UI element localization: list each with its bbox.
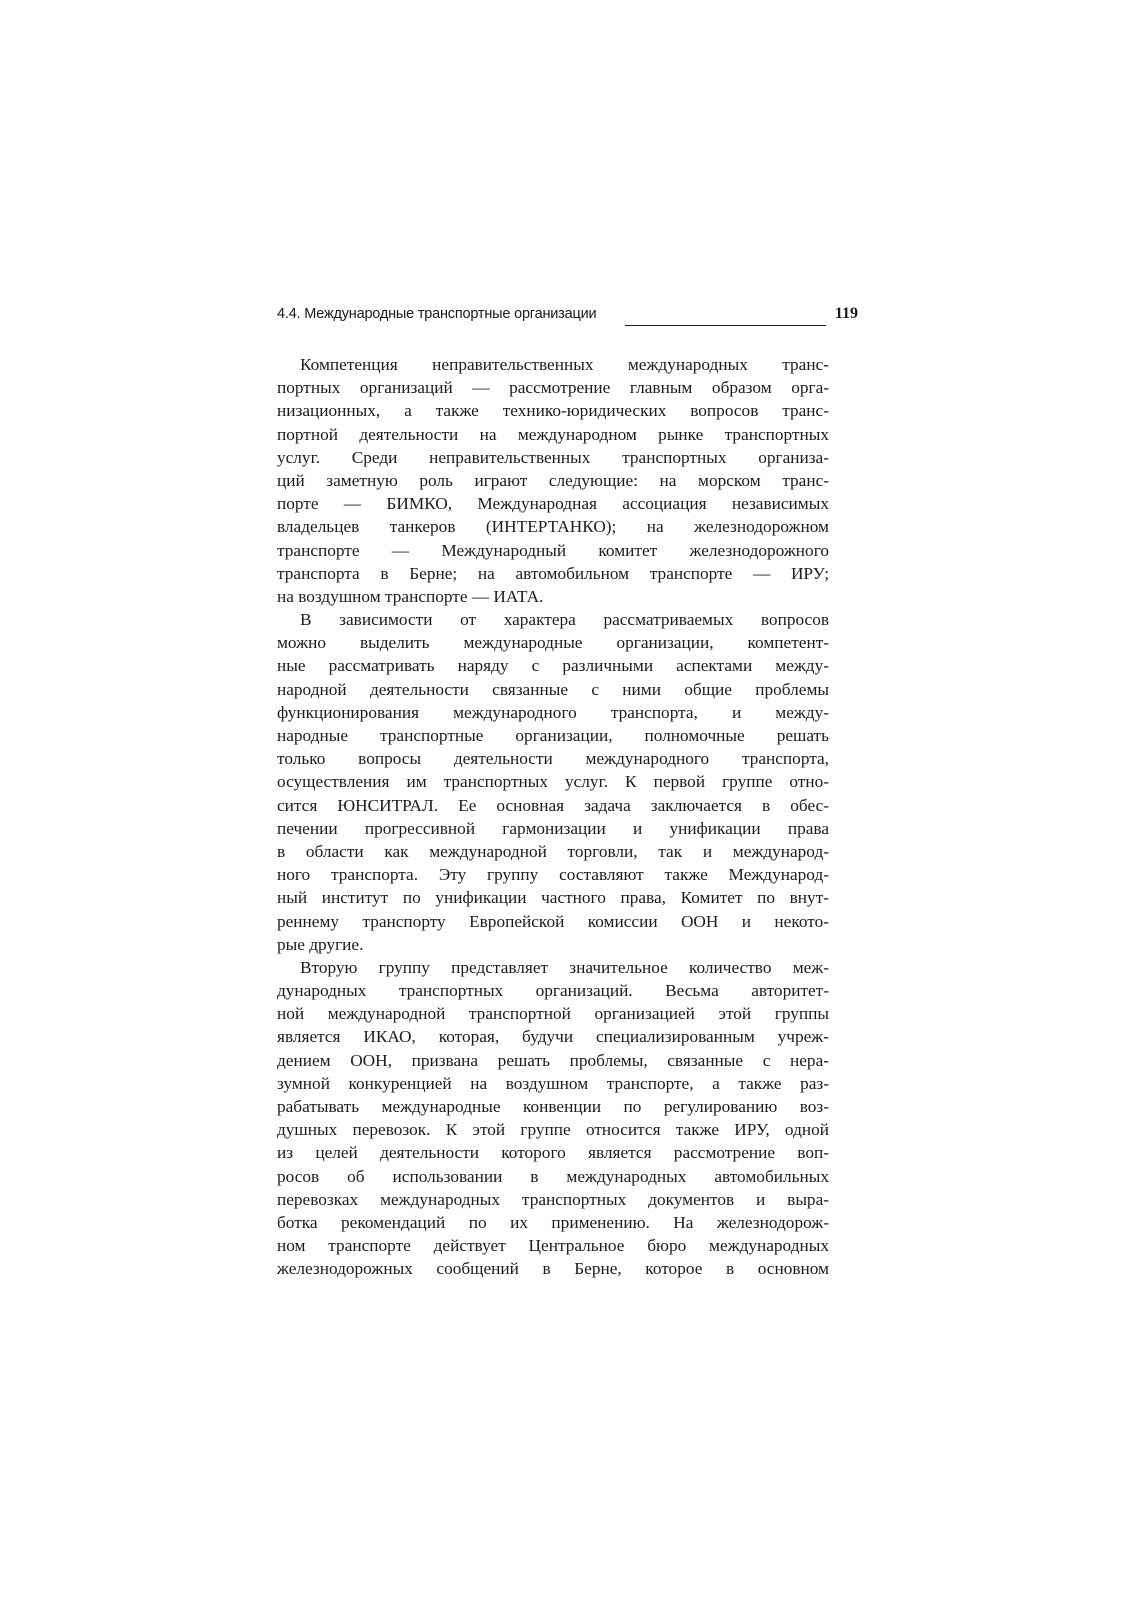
text-line: ной международной транспортной организацией этой группы bbox=[277, 1004, 829, 1024]
text-line: дением ООН, призвана решать проблемы, связанные с нера- bbox=[277, 1050, 829, 1070]
running-title: 4.4. Международные транспортные организации bbox=[277, 306, 597, 322]
text-line: из целей деятельности которого является рассмотрение воп- bbox=[277, 1143, 829, 1163]
text-line: портных организаций — рассмотрение главным образом орга- bbox=[277, 378, 829, 398]
text-line: в области как международной торговли, так и международ- bbox=[277, 841, 829, 861]
paragraph bbox=[277, 956, 829, 1281]
text-line: только вопросы деятельности международного транспорта, bbox=[277, 749, 829, 769]
paragraph bbox=[277, 353, 829, 608]
header-rule bbox=[625, 325, 826, 326]
text-line: низационных, а также технико-юридических вопросов транс- bbox=[277, 401, 829, 421]
text-line: Вторую группу представляет значительное количество меж- bbox=[300, 957, 829, 977]
running-header bbox=[277, 305, 858, 329]
text-line: ботка рекомендаций по их применению. На железнодорож- bbox=[277, 1212, 829, 1232]
text-line: транспорте — Международный комитет железнодорожного bbox=[277, 540, 829, 560]
text-line: народной деятельности связанные с ними общие проблемы bbox=[277, 679, 829, 699]
text-line: осуществления им транспортных услуг. К первой группе отно- bbox=[277, 772, 829, 792]
text-line: транспорта в Берне; на автомобильном транспорте — ИРУ; bbox=[277, 563, 829, 583]
text-line: портной деятельности на международном рынке транспортных bbox=[277, 424, 829, 444]
text-line: ный институт по унификации частного права, Комитет по внут- bbox=[277, 888, 829, 908]
text-line: реннему транспорту Европейской комиссии ООН и некото- bbox=[277, 911, 829, 931]
text-line: железнодорожных сообщений в Берне, которое в основном bbox=[277, 1259, 829, 1279]
text-line: Компетенция неправительственных международных транс- bbox=[300, 355, 829, 374]
text-line: рабатывать международные конвенции по регулированию воз- bbox=[277, 1097, 829, 1116]
text-line: является ИКАО, которая, будучи специализированным учреж- bbox=[277, 1027, 829, 1047]
text-line: порте — БИМКО, Международная ассоциация независимых bbox=[277, 494, 829, 514]
text-line: ные рассматривать наряду с различными аспектами между- bbox=[277, 656, 829, 676]
text-line: услуг. Среди неправительственных транспортных организа- bbox=[277, 447, 829, 467]
text-line: ном транспорте действует Центральное бюро международных bbox=[277, 1236, 829, 1256]
text-line: на воздушном транспорте — ИАТА. bbox=[277, 586, 544, 606]
text-line: дународных транспортных организаций. Весьма авторитет- bbox=[277, 981, 829, 1001]
text-line: душных перевозок. К этой группе относится также ИРУ, одной bbox=[277, 1120, 829, 1140]
text-line: зумной конкуренцией на воздушном транспорте, а также раз- bbox=[277, 1073, 829, 1093]
paragraph bbox=[277, 608, 829, 956]
page-number: 119 bbox=[834, 305, 858, 322]
text-line: росов об использовании в международных автомобильных bbox=[277, 1166, 829, 1186]
text-line: ного транспорта. Эту группу составляют также Международ- bbox=[277, 865, 829, 885]
text-line: можно выделить международные организации, компетент- bbox=[277, 633, 829, 653]
text-line: функционирования международного транспорта, и между- bbox=[277, 702, 829, 722]
text-line: ций заметную роль играют следующие: на морском транс- bbox=[277, 470, 829, 490]
text-line: перевозках международных транспортных документов и выра- bbox=[277, 1189, 829, 1209]
body-text bbox=[277, 353, 829, 1281]
text-line: печении прогрессивной гармонизации и унификации права bbox=[277, 818, 829, 838]
text-line: В зависимости от характера рассматриваемых вопросов bbox=[300, 610, 829, 630]
text-line: народные транспортные организации, полномочные решать bbox=[277, 726, 829, 745]
text-line: владельцев танкеров (ИНТЕРТАНКО); на железнодорожном bbox=[277, 517, 829, 537]
text-line: сится ЮНСИТРАЛ. Ее основная задача заключается в обес- bbox=[277, 795, 829, 815]
text-line: рые другие. bbox=[277, 934, 364, 954]
